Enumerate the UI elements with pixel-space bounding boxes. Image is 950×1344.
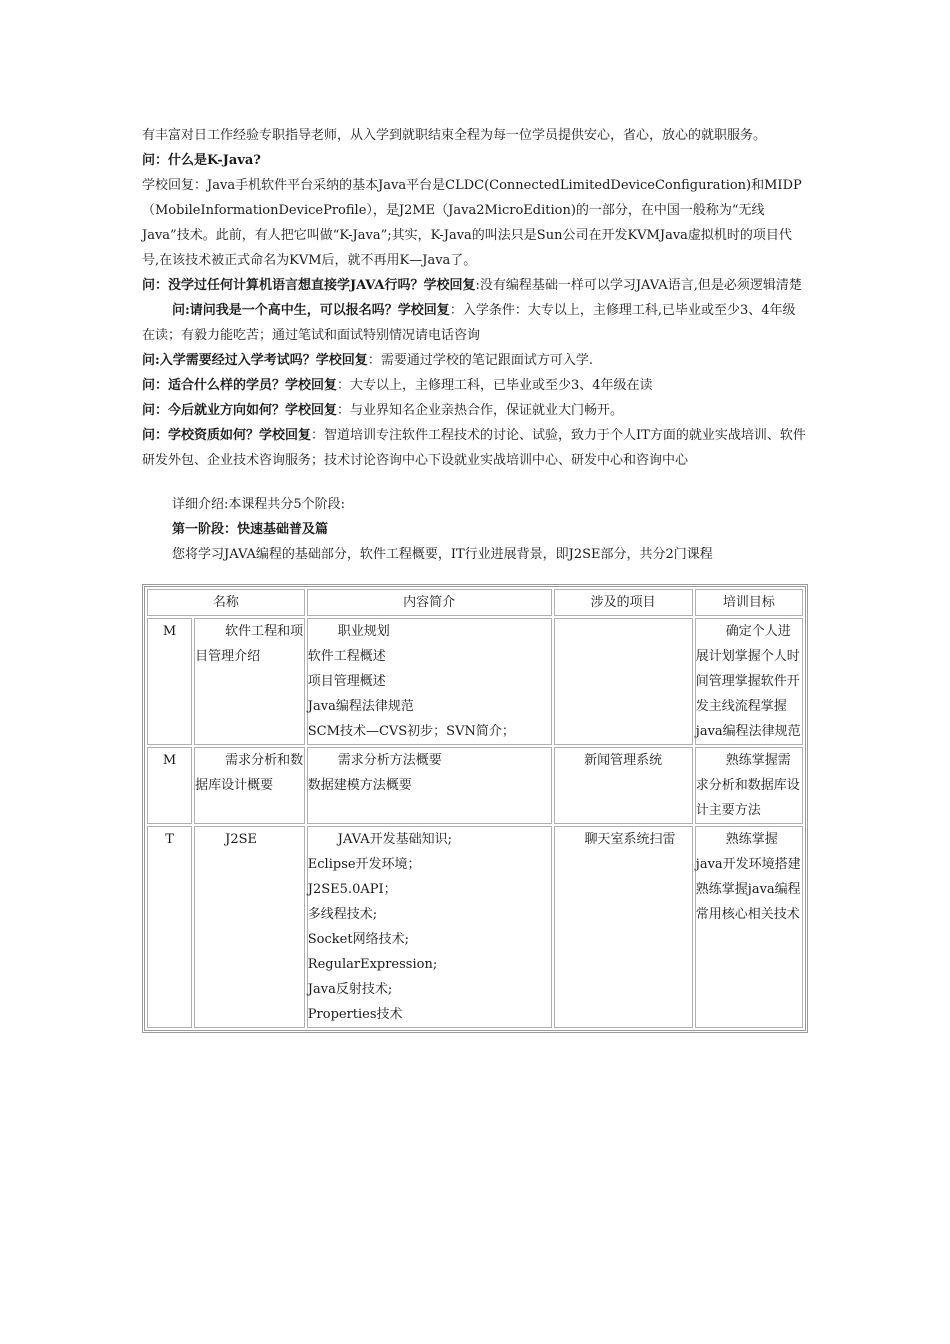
row-name: 软件工程和项目管理介绍 xyxy=(194,618,305,745)
question: 问：今后就业方向如何？学校回复 xyxy=(142,403,338,418)
answer: ：入学条件：大专以上，主修理工科,已毕业或至少3、4年级在读；有毅力能吃苦；通过笔试和面试特别情况请电话咨询 xyxy=(142,303,796,343)
stage-description: 您将学习JAVA编程的基础部分，软件工程概要，IT行业进展背景，即J2SE部分，共分2门课程 xyxy=(172,547,713,562)
qa-item xyxy=(142,298,808,348)
row-content xyxy=(307,618,552,745)
content-line: 数据建模方法概要 xyxy=(307,778,412,793)
stage-title: 第一阶段：快速基础普及篇 xyxy=(172,522,329,537)
answer-kjava xyxy=(142,173,808,273)
content-line: 多线程技术; xyxy=(307,907,378,922)
header-name: 名称 xyxy=(147,589,305,616)
row-project xyxy=(554,618,693,745)
row-name: 需求分析和数据库设计概要 xyxy=(194,747,305,824)
spacer xyxy=(142,473,808,492)
question-kjava: 问：什么是K-Java? xyxy=(142,153,261,168)
answer: ：与业界知名企业亲热合作，保证就业大门畅开。 xyxy=(337,403,624,418)
course-intro: 详细介绍:本课程共分5个阶段: xyxy=(172,497,346,512)
answer: ：大专以上，主修理工科，已毕业或至少3、4年级在读 xyxy=(337,378,653,393)
qa-item xyxy=(142,273,808,298)
row-content xyxy=(307,747,552,824)
intro-paragraph: 有丰富对日工作经验专职指导老师，从入学到就职结束全程为每一位学员提供安心，省心，放心的就职服务。 xyxy=(142,128,767,143)
answer-text: Java手机软件平台采纳的基本Java平台是CLDC(ConnectedLimitedDeviceConfiguration)和MIDP（MobileInformationDeviceProfile），是J2ME（Java2MicroEdition)的一部分，在中国一般称为“无线Java”技术。此前，有人把它叫做“K-Java”;其实，K-Java的叫法只是Sun公司在开发KVMJava虚拟机时的项目代号,在该技术被正式命名为KVM后，就不再用K—Java了。 xyxy=(142,178,802,268)
answer-prefix: 学校回复： xyxy=(142,178,208,193)
answer: ：需要通过学校的笔记跟面试方可入学. xyxy=(367,353,593,368)
qa-item xyxy=(142,398,808,423)
row-goal: 确定个人进展计划掌握个人时间管理掌握软件开发主线流程掌握java编程法律规范 xyxy=(695,618,803,745)
table-row xyxy=(147,618,803,745)
row-type: T xyxy=(147,826,192,1028)
content-line: 职业规划 xyxy=(337,624,390,639)
content-line: J2SE5.0API； xyxy=(307,882,397,897)
row-type: M xyxy=(147,618,192,745)
question: 问：适合什么样的学员？学校回复 xyxy=(142,378,338,393)
content-line: 软件工程概述 xyxy=(307,649,386,664)
content-line: SCM技术—CVS初步；SVN简介； xyxy=(307,724,515,739)
content-line: 项目管理概述 xyxy=(307,674,386,689)
content-line: JAVA开发基础知识; xyxy=(337,832,453,847)
content-line: Socket网络技术; xyxy=(307,932,409,947)
row-goal: 熟练掌握需求分析和数据库设计主要方法 xyxy=(695,747,803,824)
row-content xyxy=(307,826,552,1028)
content-line: Java反射技术; xyxy=(307,982,393,997)
content-line: RegularExpression; xyxy=(307,957,438,972)
question: 问：学校资质如何？学校回复 xyxy=(142,428,312,443)
header-project: 涉及的项目 xyxy=(554,589,693,616)
row-project: 新闻管理系统 xyxy=(554,747,693,824)
row-name: J2SE xyxy=(194,826,305,1028)
content-line: Eclipse开发环境； xyxy=(307,857,421,872)
row-project: 聊天室系统扫雷 xyxy=(554,826,693,1028)
document-page xyxy=(142,123,808,1033)
header-goal: 培训目标 xyxy=(695,589,803,616)
table-row xyxy=(147,826,803,1028)
answer: :没有编程基础一样可以学习JAVA语言,但是必须逻辑清楚 xyxy=(475,278,802,293)
question: 问:请问我是一个高中生，可以报名吗？学校回复 xyxy=(172,303,450,318)
header-content: 内容简介 xyxy=(307,589,552,616)
qa-item xyxy=(142,348,808,373)
qa-item xyxy=(142,423,808,473)
table-row xyxy=(147,747,803,824)
content-line: Properties技术 xyxy=(307,1007,403,1022)
question: 问：没学过任何计算机语言想直接学JAVA行吗？学校回复 xyxy=(142,278,476,293)
content-line: 需求分析方法概要 xyxy=(337,753,442,768)
course-table xyxy=(142,584,808,1033)
answer: ：智道培训专注软件工程技术的讨论、试验，致力于个人IT方面的就业实战培训、软件研发外包、企业技术咨询服务；技术讨论咨询中心下设就业实战培训中心、研发中心和咨询中心 xyxy=(142,428,806,468)
row-goal: 熟练掌握java开发环境搭建熟练掌握java编程常用核心相关技术 xyxy=(695,826,803,1028)
qa-item xyxy=(142,373,808,398)
table-header-row xyxy=(147,589,803,616)
content-line: Java编程法律规范 xyxy=(307,699,414,714)
question: 问:入学需要经过入学考试吗？学校回复 xyxy=(142,353,368,368)
row-type: M xyxy=(147,747,192,824)
